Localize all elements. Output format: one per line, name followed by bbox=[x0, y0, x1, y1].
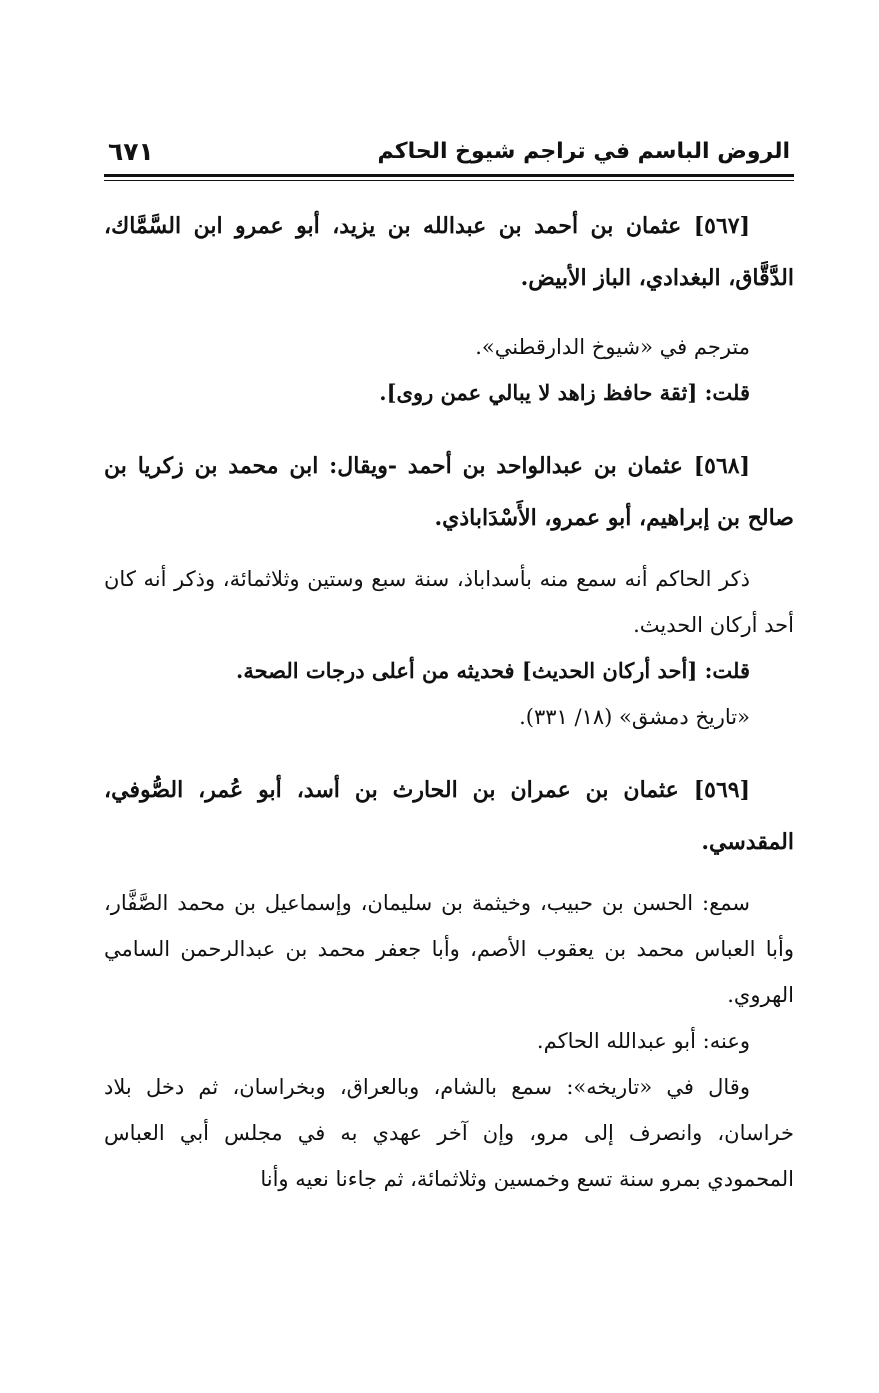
book-page bbox=[104, 0, 794, 1393]
entry-569-teachers: سمع: الحسن بن حبيب، وخيثمة بن سليمان، وإسماعيل بن محمد الصَّفَّار، وأبا العباس محمد بن يعقوب الأصم، وأبا جعفر محمد بن عبدالرحمن السامي الهروي. bbox=[104, 891, 794, 1007]
book-title: الروض الباسم في تراجم شيوخ الحاكم bbox=[377, 139, 790, 164]
entry-569-history-quote: وقال في «تاريخه»: سمع بالشام، وبالعراق، وبخراسان، ثم دخل بلاد خراسان، وانصرف إلى مرو، وإن آخر عهدي به في مجلس أبي العباس المحمودي بمرو سنة تسع وخمسين وثلاثمائة، ثم جاءنا نعيه وأنا bbox=[104, 1075, 794, 1191]
page-body bbox=[104, 200, 794, 1202]
entry-567-reference: مترجم في «شيوخ الدارقطني». bbox=[475, 335, 750, 359]
entry-567-author-note: قلت: [ثقة حافظ زاهد لا يبالي عمن روى]. bbox=[379, 380, 750, 405]
entry-heading-568: [٥٦٨] عثمان بن عبدالواحد بن أحمد -ويقال: ابن محمد بن زكريا بن صالح بن إبراهيم، أبو عمرو، الأَسْدَاباذي. bbox=[104, 453, 794, 531]
page-number: ٦٧١ bbox=[108, 137, 154, 166]
entry-568-paragraph: ذكر الحاكم أنه سمع منه بأسداباذ، سنة سبع وستين وثلاثمائة، وذكر أنه كان أحد أركان الحديث. bbox=[104, 567, 794, 637]
header-rule-thin bbox=[104, 180, 794, 181]
entry-heading-567: [٥٦٧] عثمان بن أحمد بن عبدالله بن يزيد، أبو عمرو ابن السَّمَّاك، الدَّقَّاق، البغدادي، الباز الأبيض. bbox=[104, 213, 794, 291]
running-header bbox=[104, 133, 794, 173]
entry-568-author-note: قلت: [أحد أركان الحديث] فحديثه من أعلى درجات الصحة. bbox=[236, 658, 750, 683]
entry-568-source: «تاريخ دمشق» (١٨/ ٣٣١). bbox=[519, 705, 750, 729]
header-rule-thick bbox=[104, 174, 794, 177]
entry-heading-569: [٥٦٩] عثمان بن عمران بن الحارث بن أسد، أبو عُمر، الصُّوفي، المقدسي. bbox=[104, 777, 794, 855]
entry-569-students: وعنه: أبو عبدالله الحاكم. bbox=[536, 1029, 750, 1053]
